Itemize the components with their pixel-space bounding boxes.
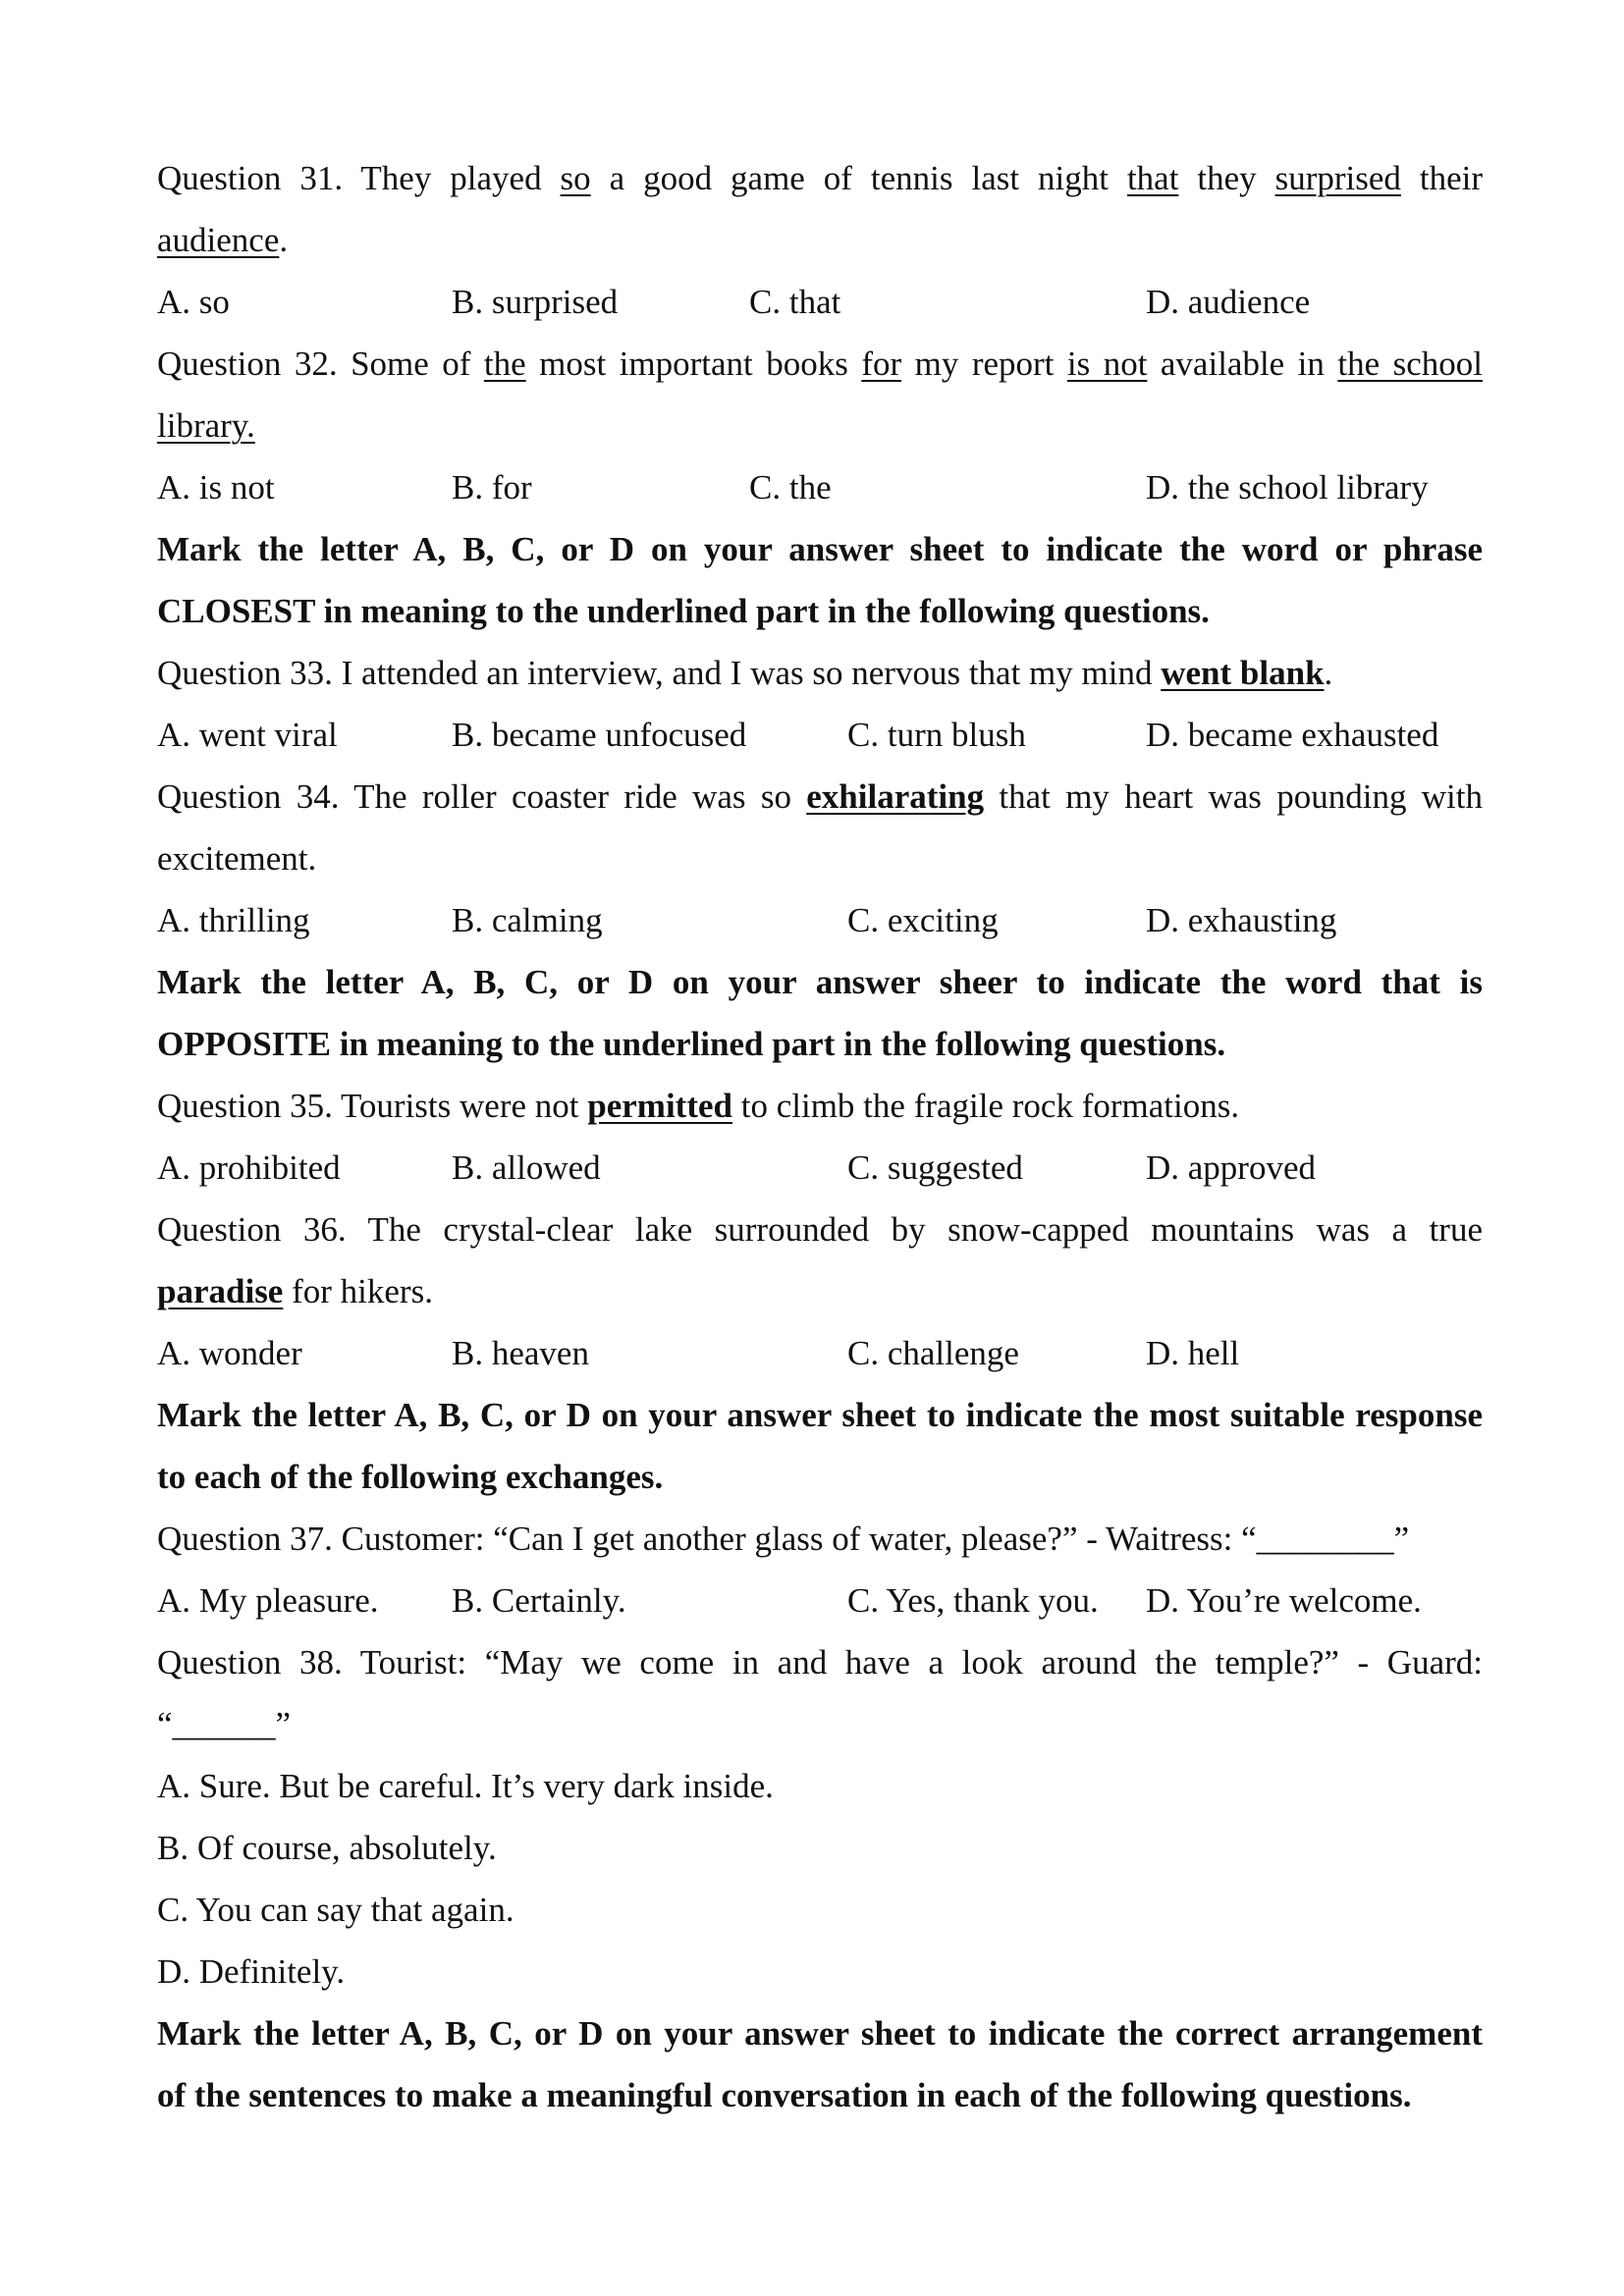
option-c: C. Yes, thank you. — [847, 1581, 1099, 1620]
question-37-options — [157, 1570, 1483, 1631]
question-36-text-cont: paradise for hikers. — [157, 1272, 433, 1310]
option-a: A. Sure. But be careful. It’s very dark inside. — [157, 1767, 774, 1805]
question-31-options — [157, 271, 1483, 333]
option-c: C. that — [749, 283, 841, 321]
question-35-options — [157, 1137, 1483, 1199]
option-c: C. You can say that again. — [157, 1891, 514, 1929]
instruction-arrangement-cont: of the sentences to make a meaningful conversation in each of the following questions. — [157, 2076, 1412, 2114]
option-b: B. heaven — [452, 1334, 589, 1372]
question-32-text-cont: library. — [157, 406, 255, 445]
instruction-arrangement: Mark the letter A, B, C, or D on your answer sheet to indicate the correct arrangement — [157, 2014, 1483, 2053]
option-b: B. surprised — [452, 283, 619, 321]
question-33-options — [157, 704, 1483, 766]
question-34-text: Question 34. The roller coaster ride was so exhilarating that my heart was pounding with — [157, 777, 1483, 816]
question-38-text: Question 38. Tourist: “May we come in and have a look around the temple?” - Guard: — [157, 1643, 1483, 1682]
question-38-text-cont: “______” — [157, 1705, 292, 1743]
instruction-response-cont: to each of the following exchanges. — [157, 1458, 664, 1496]
option-d: D. Definitely. — [157, 1952, 346, 1991]
instruction-closest: Mark the letter A, B, C, or D on your answer sheet to indicate the word or phrase — [157, 530, 1483, 568]
option-b: B. allowed — [452, 1148, 601, 1187]
option-d: D. approved — [1146, 1148, 1317, 1187]
question-36-options — [157, 1322, 1483, 1384]
option-c: C. the — [749, 468, 832, 507]
instruction-opposite-cont: OPPOSITE in meaning to the underlined part in the following questions. — [157, 1025, 1226, 1063]
option-b: B. Of course, absolutely. — [157, 1829, 497, 1867]
option-d: D. exhausting — [1146, 901, 1337, 939]
question-34-options — [157, 889, 1483, 951]
question-32-text: Question 32. Some of the most important books for my report is not available in the school — [157, 345, 1483, 383]
option-d: D. You’re welcome. — [1146, 1581, 1422, 1620]
option-d: D. hell — [1146, 1334, 1240, 1372]
instruction-response: Mark the letter A, B, C, or D on your answer sheet to indicate the most suitable response — [157, 1396, 1483, 1434]
instruction-opposite: Mark the letter A, B, C, or D on your answer sheer to indicate the word that is — [157, 963, 1483, 1001]
option-a: A. so — [157, 283, 230, 321]
question-35-text: Question 35. Tourists were not permitted to climb the fragile rock formations. — [157, 1087, 1240, 1125]
instruction-closest-cont: CLOSEST in meaning to the underlined part in the following questions. — [157, 592, 1210, 630]
question-36-text: Question 36. The crystal-clear lake surrounded by snow-capped mountains was a true — [157, 1210, 1483, 1249]
question-37-text: Question 37. Customer: “Can I get another glass of water, please?” - Waitress: “________” — [157, 1520, 1410, 1558]
option-a: A. My pleasure. — [157, 1581, 379, 1620]
option-b: B. calming — [452, 901, 603, 939]
option-a: A. is not — [157, 468, 275, 507]
option-a: A. thrilling — [157, 901, 310, 939]
option-c: C. suggested — [847, 1148, 1023, 1187]
option-c: C. challenge — [847, 1334, 1019, 1372]
option-a: A. prohibited — [157, 1148, 341, 1187]
option-a: A. wonder — [157, 1334, 302, 1372]
question-31-text: Question 31. They played so a good game of tennis last night that they surprised their — [157, 159, 1483, 197]
option-b: B. Certainly. — [452, 1581, 626, 1620]
question-32-options — [157, 456, 1483, 518]
option-b: B. became unfocused — [452, 716, 747, 754]
option-b: B. for — [452, 468, 532, 507]
option-d: D. the school library — [1146, 468, 1429, 507]
question-34-text-cont: excitement. — [157, 839, 317, 878]
option-c: C. turn blush — [847, 716, 1026, 754]
option-d: D. became exhausted — [1146, 716, 1439, 754]
option-c: C. exciting — [847, 901, 999, 939]
exam-content — [157, 147, 1483, 2126]
question-33-text: Question 33. I attended an interview, and I was so nervous that my mind went blank. — [157, 654, 1333, 692]
option-d: D. audience — [1146, 283, 1311, 321]
question-31-text-cont: audience. — [157, 221, 289, 259]
option-a: A. went viral — [157, 716, 338, 754]
